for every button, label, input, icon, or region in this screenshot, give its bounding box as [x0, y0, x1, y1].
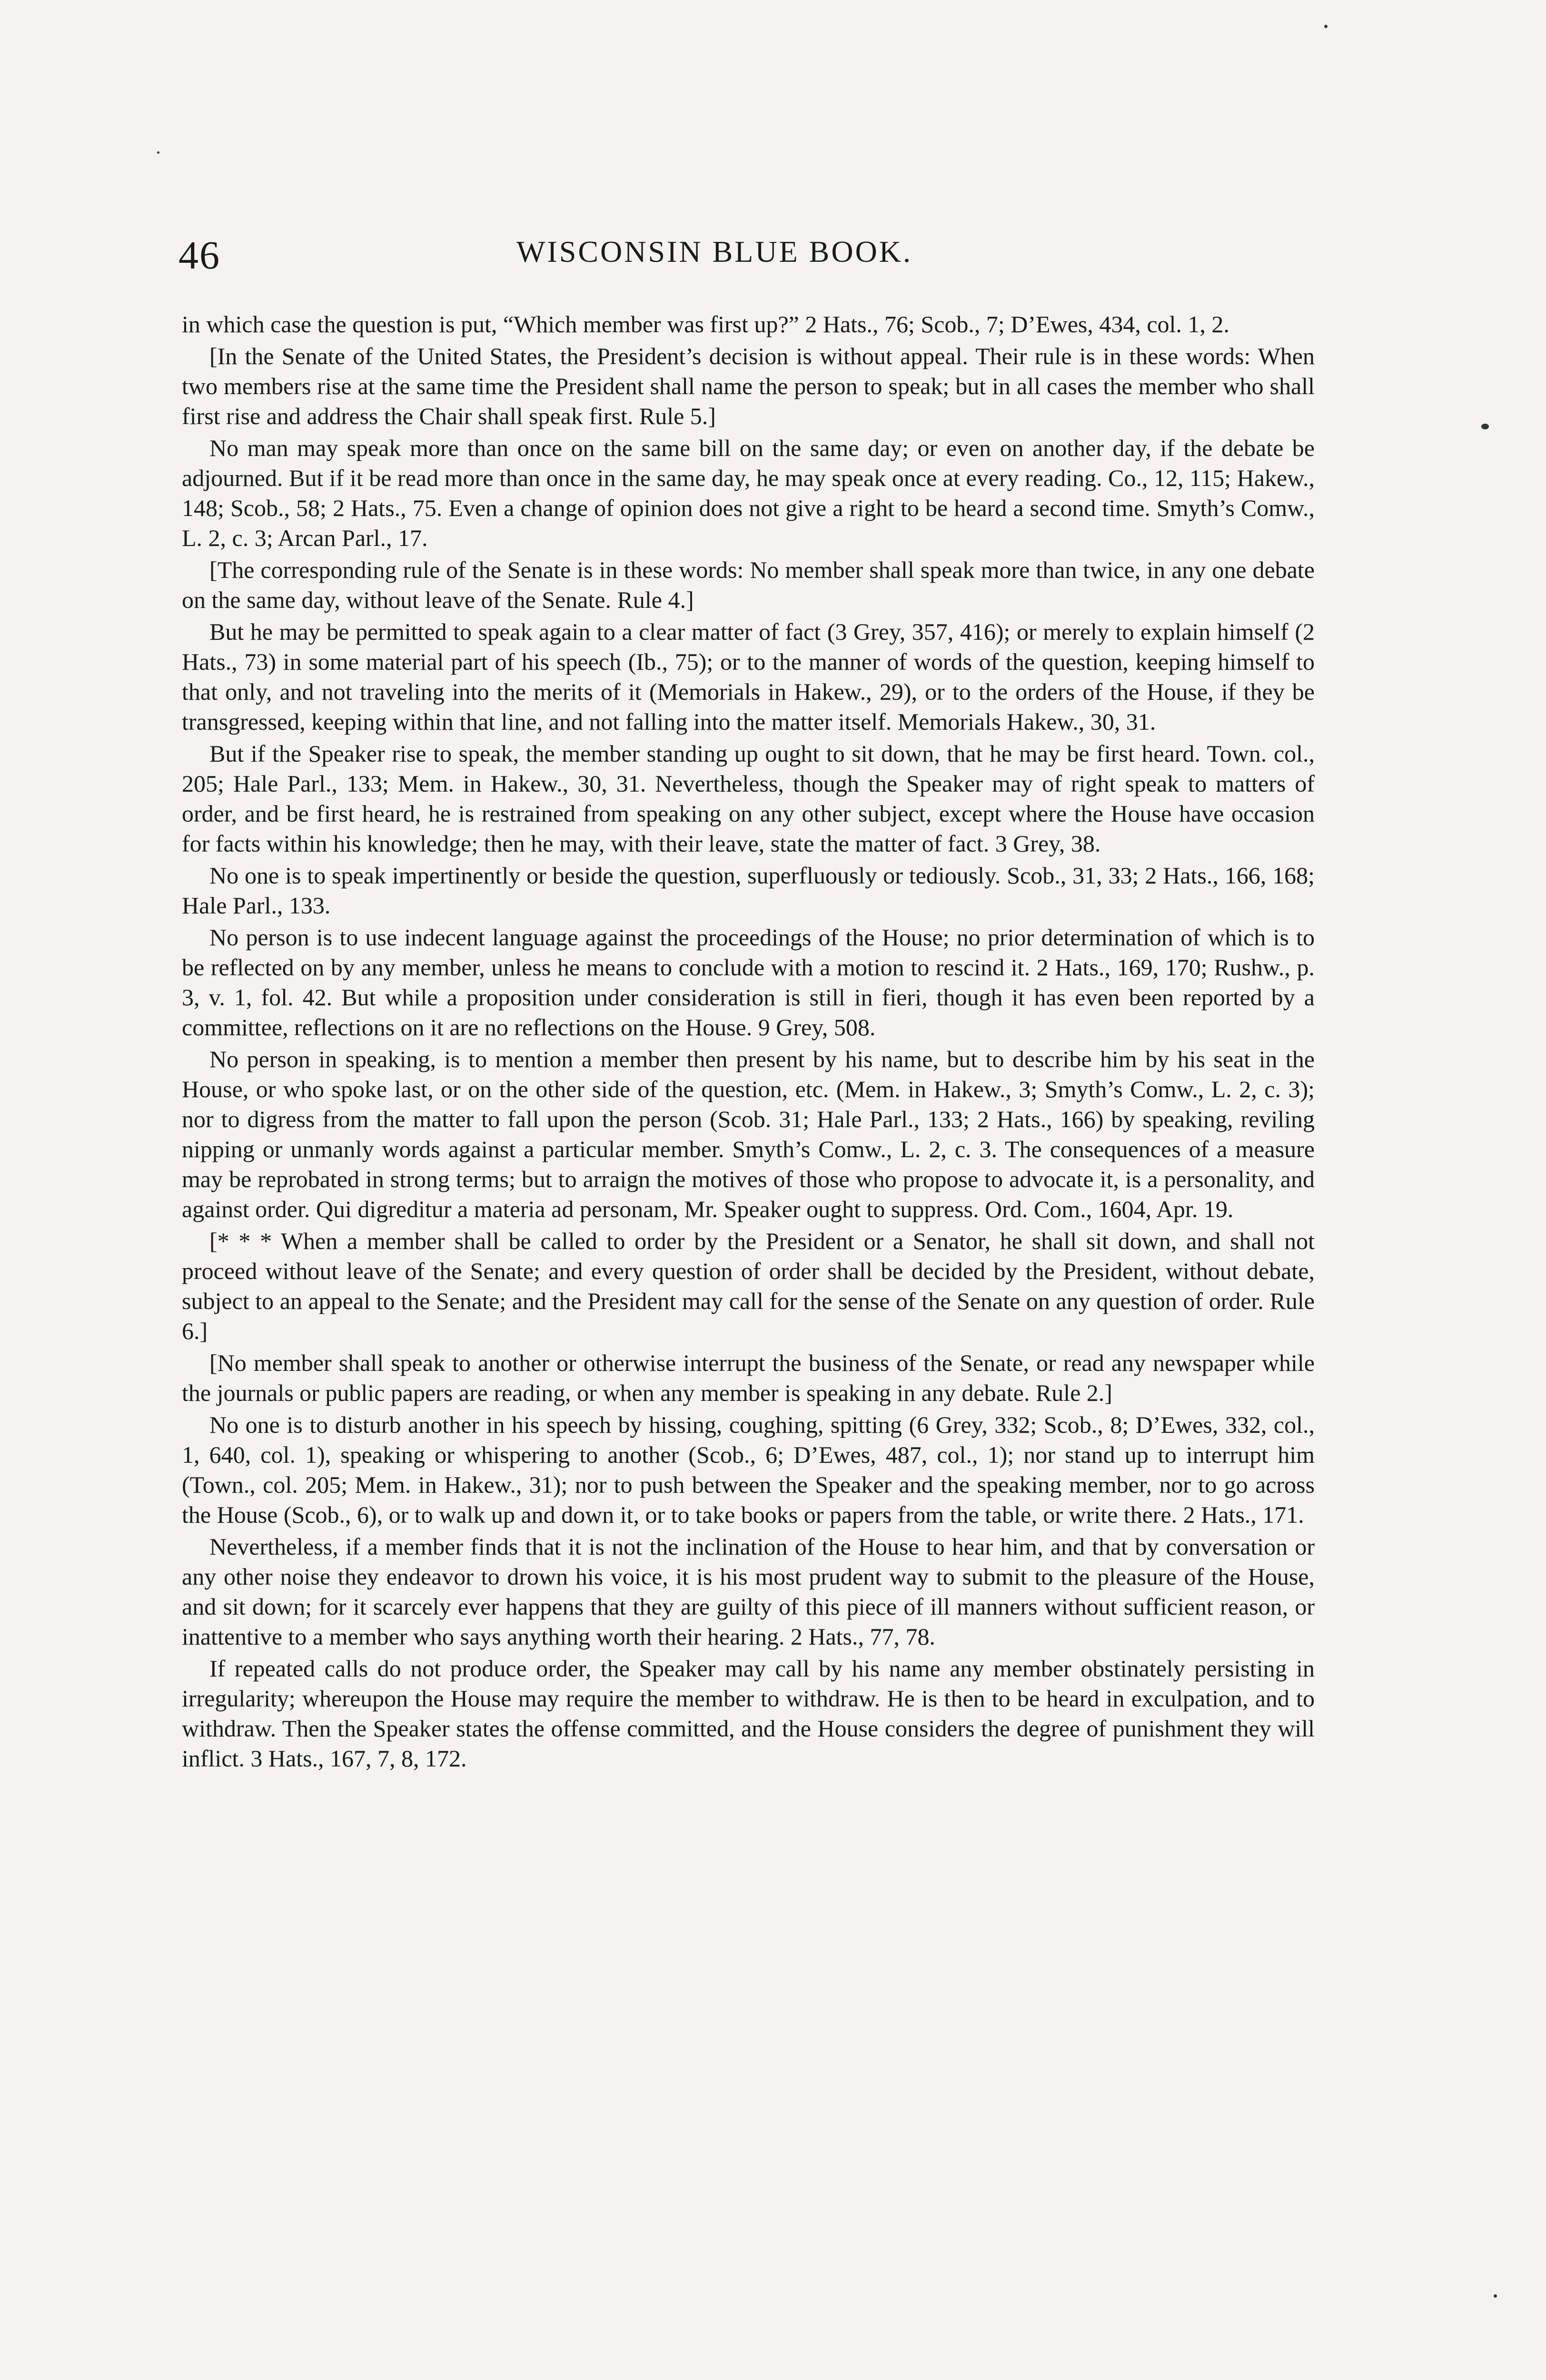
- paragraph: [The corresponding rule of the Senate is in these words: No member shall speak more than twice, in any one debate on the same day, without leave of the Senate. Rule 4.]: [182, 556, 1315, 613]
- page-number: 46: [178, 233, 220, 278]
- scan-speck: [1494, 2294, 1497, 2298]
- paragraph: But if the Speaker rise to speak, the member standing up ought to sit down, that he may be first heard. Town. col., 205; Hale Parl., 133; Mem. in Hakew., 30, 31. Nevertheless, though the Speaker may of right speak to matters of order, and be first heard, he is restrained from speaking on any other subject, except where the House have occasion for facts within his knowledge; then he may, with their leave, state the matter of fact. 3 Grey, 38.: [182, 740, 1315, 857]
- paragraph: [No member shall speak to another or otherwise interrupt the business of the Senate, or read any newspaper while the journals or public papers are reading, or when any member is speaking in any debate. Rule 2.]: [182, 1349, 1315, 1406]
- paragraph: But he may be permitted to speak again to a clear matter of fact (3 Grey, 357, 416); or merely to explain himself (2 Hats., 73) in some material part of his speech (Ib., 75); or to the manner of words of the question, keeping himself to that only, and not traveling into the merits of it (Memorials in Hakew., 29), or to the orders of the House, if they be transgressed, keeping within that line, and not falling into the matter itself. Memorials Hakew., 30, 31.: [182, 618, 1315, 735]
- paragraph: No man may speak more than once on the same bill on the same day; or even on another day, if the debate be adjourned. But if it be read more than once in the same day, he may speak once at every reading. Co., 12, 115; Hakew., 148; Scob., 58; 2 Hats., 75. Even a change of opinion does not give a right to be heard a second time. Smyth’s Comw., L. 2, c. 3; Arcan Parl., 17.: [182, 435, 1315, 551]
- paragraph: No one is to disturb another in his speech by hissing, coughing, spitting (6 Grey, 332; Scob., 8; D’Ewes, 332, col., 1, 640, col. 1), speaking or whispering to another (Scob., 6; D’Ewes, 487, col., 1); nor stand up to interrupt him (Town., col. 205; Mem. in Hakew., 31); nor to push between the Speaker and the speaking member, nor to go across the House (Scob., 6), or to walk up and down it, or to take books or papers from the table, or write there. 2 Hats., 171.: [182, 1411, 1315, 1528]
- paragraph: [* * * When a member shall be called to order by the President or a Senator, he shall sit down, and shall not proceed without leave of the Senate; and every question of order shall be decided by the President, without debate, subject to an appeal to the Senate; and the President may call for the sense of the Senate on any question of order. Rule 6.]: [182, 1228, 1315, 1344]
- scan-speck: [1324, 25, 1328, 28]
- paragraph: No person in speaking, is to mention a member then present by his name, but to describe him by his seat in the House, or who spoke last, or on the other side of the question, etc. (Mem. in Hakew., 3; Smyth’s Comw., L. 2, c. 3); nor to digress from the matter to fall upon the person (Scob. 31; Hale Parl., 133; 2 Hats., 166) by speaking, reviling nipping or unmanly words against a particular member. Smyth’s Comw., L. 2, c. 3. The consequences of a measure may be reprobated in strong terms; but to arraign the motives of those who propose to advocate it, is a personality, and against order. Qui digreditur a materia ad personam, Mr. Speaker ought to suppress. Ord. Com., 1604, Apr. 19.: [182, 1046, 1315, 1222]
- scan-speck: [1481, 424, 1489, 429]
- paragraph: in which case the question is put, “Which member was first up?” 2 Hats., 76; Scob., 7; D’Ewes, 434, col. 1, 2.: [182, 311, 1229, 337]
- paragraph: No one is to speak impertinently or beside the question, superfluously or tediously. Scob., 31, 33; 2 Hats., 166, 168; Hale Parl., 133.: [182, 862, 1315, 919]
- running-title: WISCONSIN BLUE BOOK.: [516, 235, 912, 268]
- paragraph: No person is to use indecent language against the proceedings of the House; no prior determination of which is to be reflected on by any member, unless he means to conclude with a motion to rescind it. 2 Hats., 169, 170; Rushw., p. 3, v. 1, fol. 42. But while a proposition under consideration is still in fieri, though it has even been reported by a committee, reflections on it are no reflections on the House. 9 Grey, 508.: [182, 924, 1315, 1041]
- paragraph: Nevertheless, if a member finds that it is not the inclination of the House to hear him, and that by conversation or any other noise they endeavor to drown his voice, it is his most prudent way to submit to the pleasure of the House, and sit down; for it scarcely ever happens that they are guilty of this piece of ill manners without sufficient reason, or inattentive to a member who says anything worth their hearing. 2 Hats., 77, 78.: [182, 1533, 1315, 1650]
- paragraph: If repeated calls do not produce order, the Speaker may call by his name any member obstinately persisting in irregularity; whereupon the House may require the member to withdraw. He is then to be heard in exculpation, and to withdraw. Then the Speaker states the offense committed, and the House considers the degree of punishment they will inflict. 3 Hats., 167, 7, 8, 172.: [182, 1655, 1315, 1772]
- body-text: [182, 309, 1315, 1775]
- paragraph: [In the Senate of the United States, the President’s decision is without appeal. Their rule is in these words: When two members rise at the same time the President shall name the person to speak; but in all cases the member who shall first rise and address the Chair shall speak first. Rule 5.]: [182, 343, 1315, 429]
- scan-speck: [157, 151, 159, 154]
